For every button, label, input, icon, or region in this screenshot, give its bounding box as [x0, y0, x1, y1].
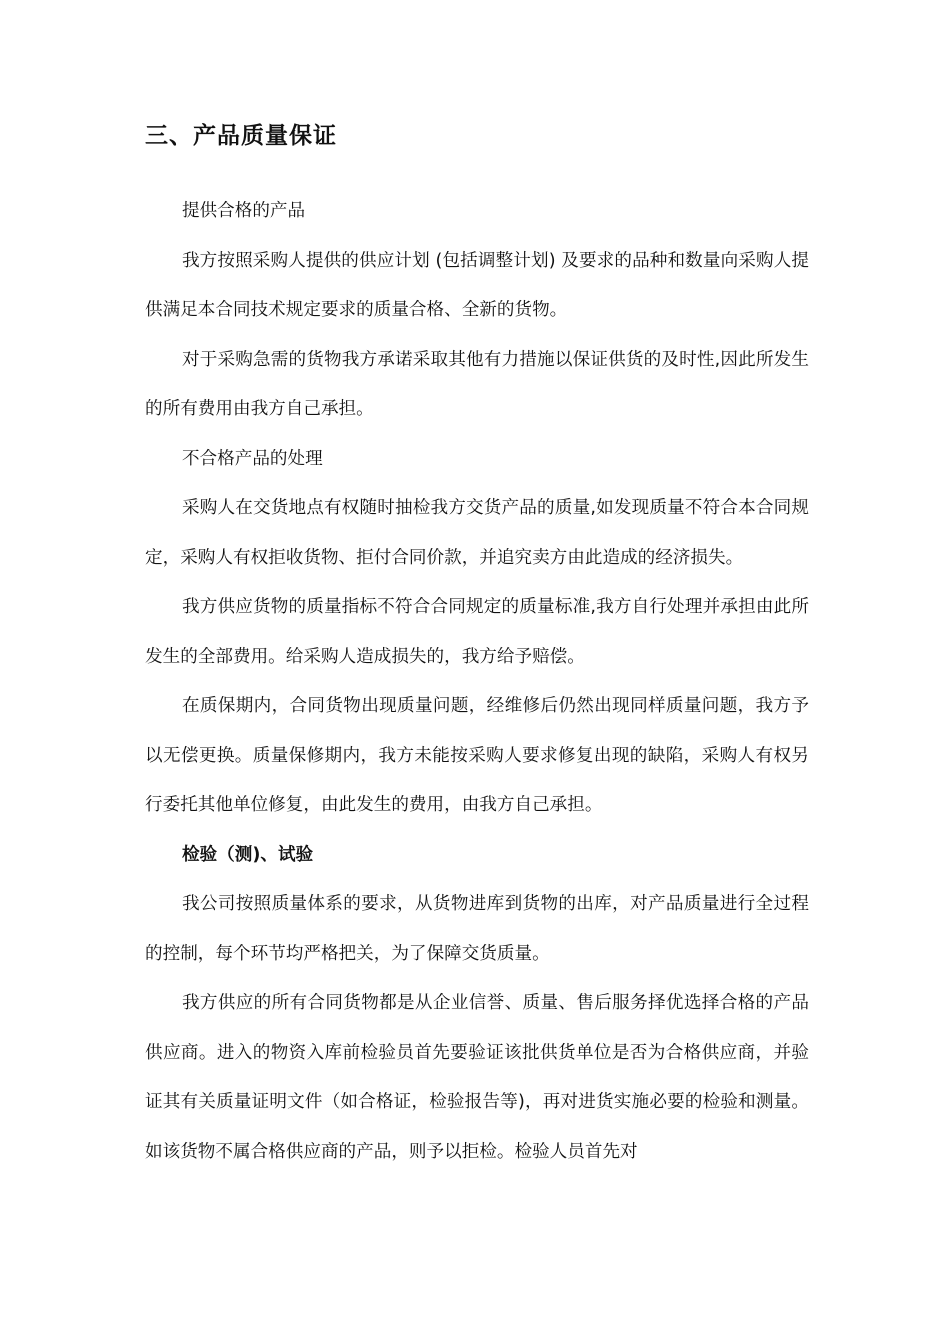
paragraph-warranty-period: 在质保期内，合同货物出现质量问题，经维修后仍然出现同样质量问题，我方予以无偿更换。质量保修期内，我方未能按采购人要求修复出现的缺陷，采购人有权另行委托其他单位修复，由此发生的费用，由我方自己承担。	[145, 696, 809, 815]
subheading-inspection-testing: 检验（测)、试验	[181, 844, 314, 865]
subheading-qualified-products: 提供合格的产品	[181, 201, 306, 221]
paragraph-supplier-selection: 我方供应的所有合同货物都是从企业信誉、质量、售后服务择优选择合格的产品供应商。进入的物资入库前检验员首先要验证该批供货单位是否为合格供应商，并验证其有关质量证明文件（如合格证，检验报告等)，再对进货实施必要的检验和测量。如该货物不属合格供应商的产品，则予以拒检。检验人员首先对	[145, 993, 809, 1162]
paragraph-urgent-goods: 对于采购急需的货物我方承诺采取其他有力措施以保证供货的及时性,因此所发生的所有费用由我方自己承担。	[145, 349, 809, 419]
paragraph-quality-system: 我公司按照质量体系的要求，从货物进库到货物的出库，对产品质量进行全过程的控制，每个环节均严格把关，为了保障交货质量。	[145, 894, 809, 964]
section-heading: 三、产品质量保证	[145, 123, 337, 149]
paragraph-quality-standard: 我方供应货物的质量指标不符合合同规定的质量标准,我方自行处理并承担由此所发生的全部费用。给采购人造成损失的，我方给予赔偿。	[145, 597, 809, 667]
document-body	[145, 187, 809, 1177]
paragraph-spot-check: 采购人在交货地点有权随时抽检我方交货产品的质量,如发现质量不符合本合同规定，采购人有权拒收货物、拒付合同价款，并追究卖方由此造成的经济损失。	[145, 498, 809, 568]
subheading-nonconforming-products: 不合格产品的处理	[181, 448, 323, 469]
paragraph-supply-plan: 我方按照采购人提供的供应计划 (包括调整计划) 及要求的品种和数量向采购人提供满足本合同技术规定要求的质量合格、全新的货物。	[145, 250, 809, 320]
